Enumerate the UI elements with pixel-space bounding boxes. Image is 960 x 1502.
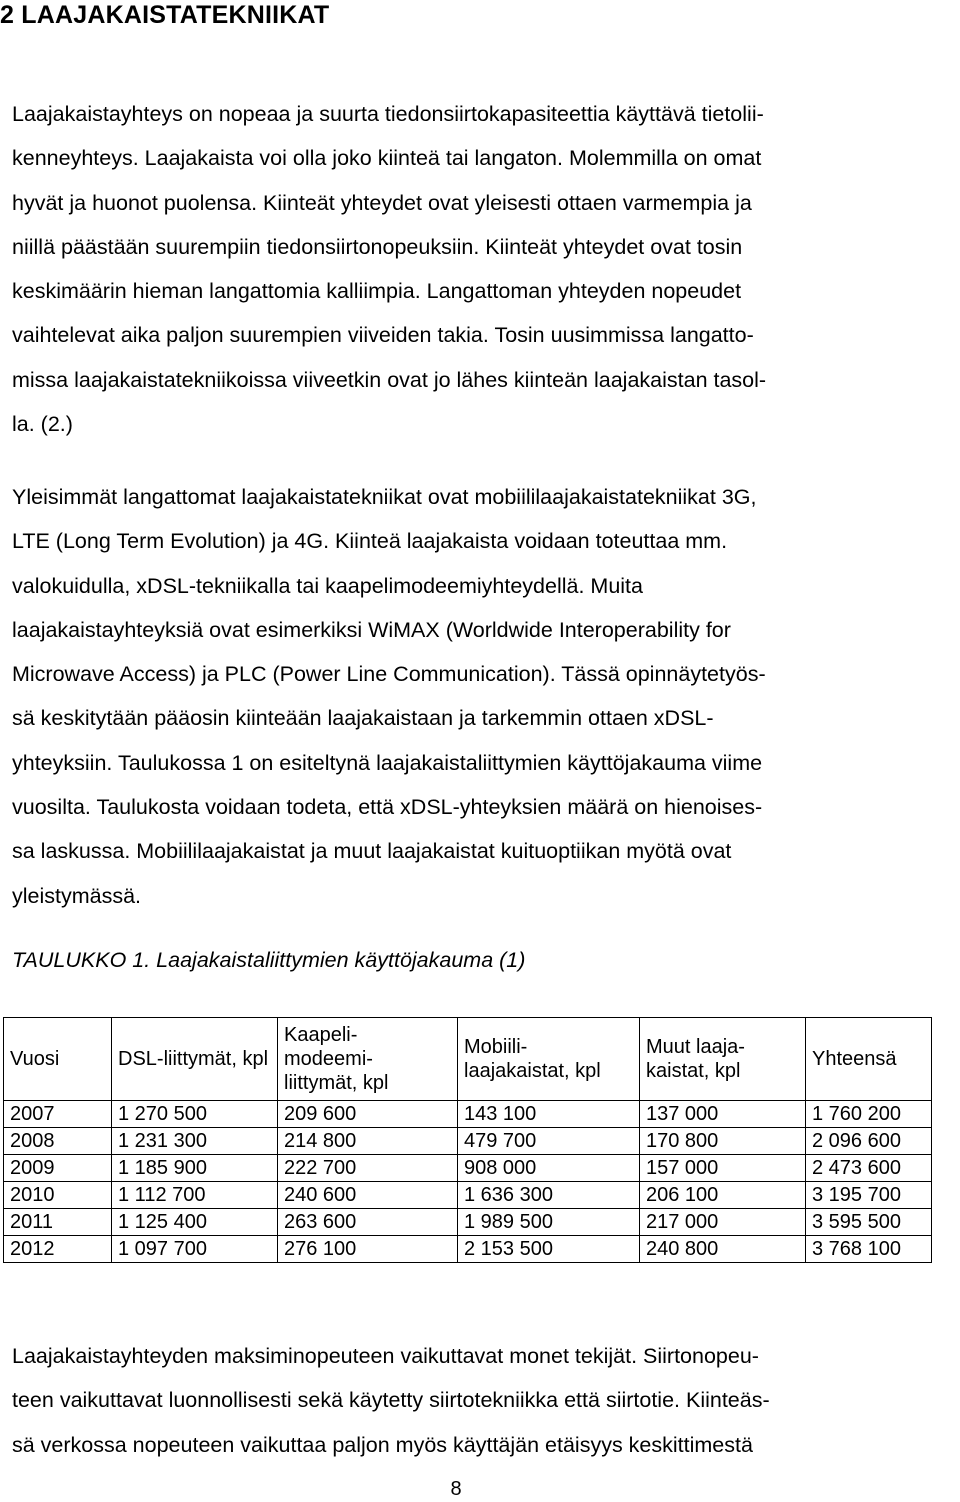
table-cell: 3 595 500 [806, 1209, 932, 1236]
text-line: Yleisimmät langattomat laajakaistatekniikat ovat mobiililaajakaistatekniikat 3G, [12, 485, 757, 509]
header-cable: Kaapeli- modeemi- liittymät, kpl [278, 1018, 458, 1101]
text-line: valokuidulla, xDSL-tekniikalla tai kaapelimodeemiyhteydellä. Muita [12, 573, 643, 598]
table-cell: 1 989 500 [458, 1209, 640, 1236]
table-cell: 157 000 [640, 1155, 806, 1182]
table-cell: 2008 [4, 1128, 112, 1155]
table-cell: 2011 [4, 1209, 112, 1236]
section-heading: 2 LAAJAKAISTATEKNIIKAT [0, 1, 330, 29]
table-row [4, 1236, 932, 1263]
table-cell: 240 600 [278, 1182, 458, 1209]
header-other: Muut laaja- kaistat, kpl [640, 1018, 806, 1101]
table-row [4, 1128, 932, 1155]
table-row [4, 1155, 932, 1182]
table-cell: 1 185 900 [112, 1155, 278, 1182]
broadband-usage-table [3, 1017, 932, 1263]
table-cell: 137 000 [640, 1101, 806, 1128]
table-row [4, 1101, 932, 1128]
table-cell: 479 700 [458, 1128, 640, 1155]
header-total: Yhteensä [806, 1018, 932, 1101]
table-caption: TAULUKKO 1. Laajakaistaliittymien käyttöjakauma (1) [12, 948, 526, 972]
text-line: keskimäärin hieman langattomia kalliimpia. Langattoman yhteyden nopeudet [12, 279, 742, 304]
text-line: teen vaikuttavat luonnollisesti sekä käytetty siirtotekniikka että siirtotie. Kiinteäs- [12, 1388, 770, 1413]
text-line: Laajakaistayhteys on nopeaa ja suurta tiedonsiirtokapasiteettia käyttävä tietolii- [12, 102, 764, 126]
text-line: vaihtelevat aika paljon suurempien viiveiden takia. Tosin uusimmissa langatto- [12, 323, 754, 348]
table-cell: 2010 [4, 1182, 112, 1209]
table-cell: 276 100 [278, 1236, 458, 1263]
text-line: la. (2.) [12, 412, 73, 437]
table-cell: 217 000 [640, 1209, 806, 1236]
table-cell: 1 760 200 [806, 1101, 932, 1128]
table-cell: 3 195 700 [806, 1182, 932, 1209]
table-cell: 222 700 [278, 1155, 458, 1182]
table-cell: 3 768 100 [806, 1236, 932, 1263]
text-line: yhteyksiin. Taulukossa 1 on esiteltynä laajakaistaliittymien käyttöjakauma viime [12, 750, 763, 775]
table-header-row [4, 1018, 932, 1101]
text-line: sa laskussa. Mobiililaajakaistat ja muut laajakaistat kuituoptiikan myötä ovat [12, 839, 732, 864]
page-number: 8 [450, 1478, 462, 1500]
table-cell: 1 231 300 [112, 1128, 278, 1155]
table-cell: 1 112 700 [112, 1182, 278, 1209]
intro-paragraph [12, 92, 912, 446]
table-cell: 1 636 300 [458, 1182, 640, 1209]
table-cell: 908 000 [458, 1155, 640, 1182]
table-cell: 2 153 500 [458, 1236, 640, 1263]
table-cell: 170 800 [640, 1128, 806, 1155]
table-cell: 209 600 [278, 1101, 458, 1128]
table-cell: 1 097 700 [112, 1236, 278, 1263]
table-cell: 2009 [4, 1155, 112, 1182]
speed-factors-paragraph [12, 1334, 912, 1467]
header-mobile: Mobiili- laajakaistat, kpl [458, 1018, 640, 1101]
table-cell: 1 270 500 [112, 1101, 278, 1128]
text-line: missa laajakaistatekniikoissa viiveetkin ovat jo lähes kiinteän laajakaistan tasol- [12, 367, 767, 392]
table-cell: 214 800 [278, 1128, 458, 1155]
table-cell: 2007 [4, 1101, 112, 1128]
technologies-paragraph [12, 475, 912, 918]
text-line: Laajakaistayhteyden maksiminopeuteen vaikuttavat monet tekijät. Siirtonopeu- [12, 1344, 759, 1368]
text-line: kenneyhteys. Laajakaista voi olla joko kiinteä tai langaton. Molemmilla on omat [12, 146, 762, 171]
table-cell: 2 473 600 [806, 1155, 932, 1182]
text-line: yleistymässä. [12, 883, 142, 908]
text-line: sä keskitytään pääosin kiinteään laajakaistaan ja tarkemmin ottaen xDSL- [12, 706, 714, 731]
table-cell: 240 800 [640, 1236, 806, 1263]
text-line: vuosilta. Taulukosta voidaan todeta, että xDSL-yhteyksien määrä on hienoises- [12, 795, 763, 820]
header-year: Vuosi [4, 1018, 112, 1101]
table-row [4, 1209, 932, 1236]
text-line: niillä päästään suurempiin tiedonsiirtonopeuksiin. Kiinteät yhteydet ovat tosin [12, 234, 743, 259]
text-line: Microwave Access) ja PLC (Power Line Communication). Tässä opinnäytetyös- [12, 662, 766, 687]
text-line: laajakaistayhteyksiä ovat esimerkiksi WiMAX (Worldwide Interoperability for [12, 617, 731, 642]
table-row [4, 1182, 932, 1209]
text-line: sä verkossa nopeuteen vaikuttaa paljon myös käyttäjän etäisyys keskittimestä [12, 1432, 753, 1457]
text-line: LTE (Long Term Evolution) ja 4G. Kiinteä laajakaista voidaan toteuttaa mm. [12, 529, 728, 554]
table-cell: 2012 [4, 1236, 112, 1263]
table-cell: 206 100 [640, 1182, 806, 1209]
table-cell: 143 100 [458, 1101, 640, 1128]
header-dsl: DSL-liittymät, kpl [112, 1018, 278, 1101]
table-cell: 2 096 600 [806, 1128, 932, 1155]
table-cell: 263 600 [278, 1209, 458, 1236]
text-line: hyvät ja huonot puolensa. Kiinteät yhteydet ovat yleisesti ottaen varmempia ja [12, 190, 752, 215]
table-cell: 1 125 400 [112, 1209, 278, 1236]
